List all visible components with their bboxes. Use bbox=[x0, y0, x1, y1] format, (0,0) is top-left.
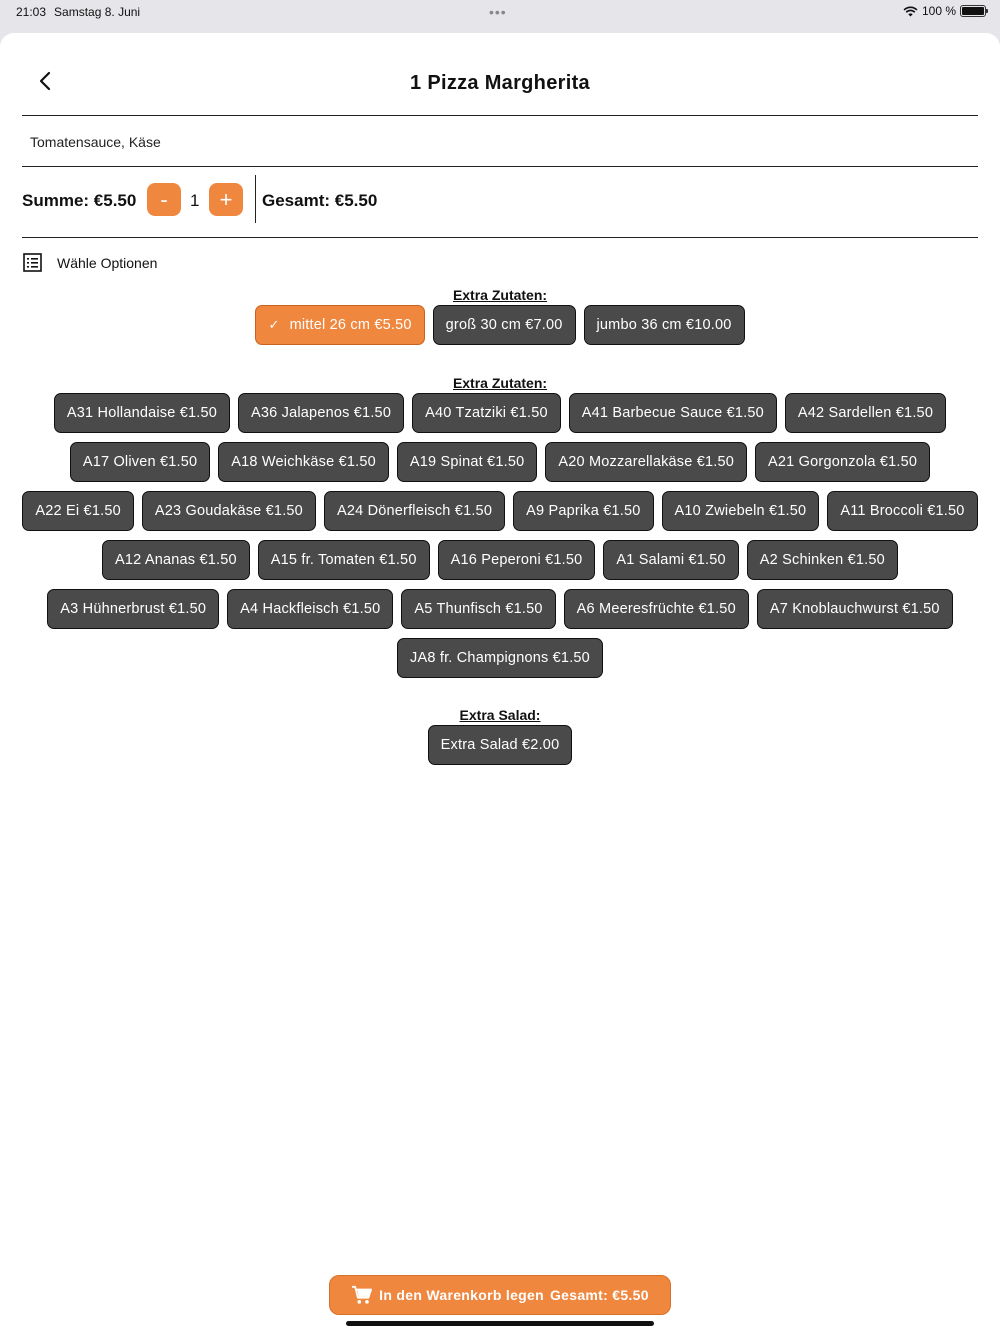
ingredients bbox=[22, 117, 978, 167]
increase-quantity-button[interactable]: + bbox=[209, 183, 243, 216]
option-label: A7 Knoblauchwurst €1.50 bbox=[769, 601, 940, 617]
option-chip[interactable] bbox=[412, 393, 561, 433]
option-row bbox=[0, 638, 1000, 678]
option-chip[interactable] bbox=[438, 540, 596, 580]
option-label: jumbo 36 cm €10.00 bbox=[596, 317, 732, 333]
option-label: A2 Schinken €1.50 bbox=[759, 552, 885, 568]
option-chip[interactable] bbox=[564, 589, 749, 629]
option-label: A6 Meeresfrüchte €1.50 bbox=[576, 601, 736, 617]
page-title: 1 Pizza Margherita bbox=[410, 72, 590, 94]
option-chip[interactable] bbox=[227, 589, 393, 629]
status-indicators bbox=[903, 4, 986, 18]
status-bar bbox=[0, 0, 1000, 30]
option-chip[interactable] bbox=[662, 491, 820, 531]
option-label: A1 Salami €1.50 bbox=[616, 552, 726, 568]
option-chip[interactable] bbox=[70, 442, 210, 482]
option-chip[interactable] bbox=[102, 540, 250, 580]
options-label: Wähle Optionen bbox=[57, 255, 158, 271]
option-chip[interactable] bbox=[433, 305, 576, 345]
option-label: A24 Dönerfleisch €1.50 bbox=[336, 503, 493, 519]
option-chip[interactable] bbox=[747, 540, 898, 580]
option-row bbox=[0, 589, 1000, 629]
option-label: A41 Barbecue Sauce €1.50 bbox=[581, 405, 764, 421]
section-title: Extra Zutaten: bbox=[452, 375, 548, 391]
option-label: A40 Tzatziki €1.50 bbox=[425, 405, 548, 421]
add-to-cart-button[interactable] bbox=[329, 1275, 671, 1315]
option-label: A31 Hollandaise €1.50 bbox=[66, 405, 218, 421]
option-row bbox=[0, 540, 1000, 580]
option-chip[interactable] bbox=[428, 725, 573, 765]
option-chip-selected[interactable] bbox=[255, 305, 424, 345]
checkmark-icon: ✓ bbox=[268, 317, 280, 332]
option-chip[interactable] bbox=[513, 491, 653, 531]
option-label: A17 Oliven €1.50 bbox=[82, 454, 198, 470]
option-label: A9 Paprika €1.50 bbox=[526, 503, 641, 519]
option-chip[interactable] bbox=[54, 393, 230, 433]
header bbox=[22, 33, 978, 116]
option-row bbox=[0, 305, 1000, 345]
option-chip[interactable] bbox=[785, 393, 946, 433]
home-indicator[interactable] bbox=[346, 1321, 654, 1326]
option-chip[interactable] bbox=[258, 540, 430, 580]
sum-label: Summe: €5.50 bbox=[22, 191, 137, 210]
status-date: Samstag 8. Juni bbox=[54, 5, 141, 19]
option-label: A12 Ananas €1.50 bbox=[115, 552, 237, 568]
section-title: Extra Zutaten: bbox=[452, 287, 548, 303]
list-icon bbox=[22, 253, 44, 273]
option-chip[interactable] bbox=[397, 442, 537, 482]
option-row bbox=[0, 491, 1000, 531]
option-chip[interactable] bbox=[755, 442, 930, 482]
option-chip[interactable] bbox=[47, 589, 219, 629]
option-label: groß 30 cm €7.00 bbox=[445, 317, 563, 333]
option-row bbox=[0, 393, 1000, 433]
option-chip[interactable] bbox=[827, 491, 977, 531]
option-chip[interactable] bbox=[757, 589, 953, 629]
option-label: A20 Mozzarellakäse €1.50 bbox=[558, 454, 735, 470]
option-label: A36 Jalapenos €1.50 bbox=[251, 405, 392, 421]
option-label: A3 Hühnerbrust €1.50 bbox=[60, 601, 207, 617]
option-chip[interactable] bbox=[324, 491, 505, 531]
cart-icon bbox=[351, 1285, 373, 1305]
total-label: Gesamt: €5.50 bbox=[262, 191, 378, 210]
option-chip[interactable] bbox=[584, 305, 745, 345]
option-label: A23 Goudakäse €1.50 bbox=[154, 503, 303, 519]
option-chip[interactable] bbox=[218, 442, 389, 482]
wifi-icon bbox=[903, 6, 918, 17]
section-title: Extra Salad: bbox=[459, 707, 541, 723]
option-chip[interactable] bbox=[397, 638, 603, 678]
ingredients-text: Tomatensauce, Käse bbox=[30, 134, 161, 150]
option-chip[interactable] bbox=[238, 393, 404, 433]
option-chip[interactable] bbox=[545, 442, 747, 482]
option-label: A21 Gorgonzola €1.50 bbox=[768, 454, 918, 470]
quantity-value: 1 bbox=[190, 191, 200, 210]
option-label: A10 Zwiebeln €1.50 bbox=[674, 503, 807, 519]
option-label: A11 Broccoli €1.50 bbox=[840, 503, 965, 519]
option-label: JA8 fr. Champignons €1.50 bbox=[410, 650, 590, 666]
status-time bbox=[16, 5, 140, 19]
status-clock: 21:03 bbox=[16, 5, 47, 19]
quantity-row bbox=[22, 168, 978, 238]
option-label: A16 Peperoni €1.50 bbox=[450, 552, 583, 568]
option-label: A5 Thunfisch €1.50 bbox=[414, 601, 543, 617]
option-chip[interactable] bbox=[603, 540, 738, 580]
option-chip[interactable] bbox=[22, 491, 133, 531]
option-row bbox=[0, 725, 1000, 765]
add-to-cart-label: In den Warenkorb legen bbox=[379, 1287, 544, 1303]
option-chip[interactable] bbox=[401, 589, 555, 629]
option-chip[interactable] bbox=[569, 393, 777, 433]
divider bbox=[255, 175, 256, 223]
option-label: A19 Spinat €1.50 bbox=[409, 454, 525, 470]
option-label: A18 Weichkäse €1.50 bbox=[231, 454, 376, 470]
product-sheet bbox=[0, 33, 1000, 1334]
cart-total: Gesamt: €5.50 bbox=[549, 1287, 649, 1303]
battery-percent: 100 % bbox=[921, 4, 956, 18]
decrease-quantity-button[interactable]: - bbox=[147, 183, 181, 216]
option-label: mittel 26 cm €5.50 bbox=[289, 317, 412, 333]
option-label: A15 fr. Tomaten €1.50 bbox=[270, 552, 417, 568]
option-row bbox=[0, 442, 1000, 482]
option-chip[interactable] bbox=[142, 491, 316, 531]
option-label: A4 Hackfleisch €1.50 bbox=[240, 601, 381, 617]
option-label: Extra Salad €2.00 bbox=[440, 737, 560, 753]
options-header bbox=[22, 253, 157, 273]
multitasking-dots[interactable]: ••• bbox=[489, 4, 507, 20]
battery-icon bbox=[960, 5, 986, 17]
option-label: A22 Ei €1.50 bbox=[35, 503, 121, 519]
option-label: A42 Sardellen €1.50 bbox=[797, 405, 934, 421]
